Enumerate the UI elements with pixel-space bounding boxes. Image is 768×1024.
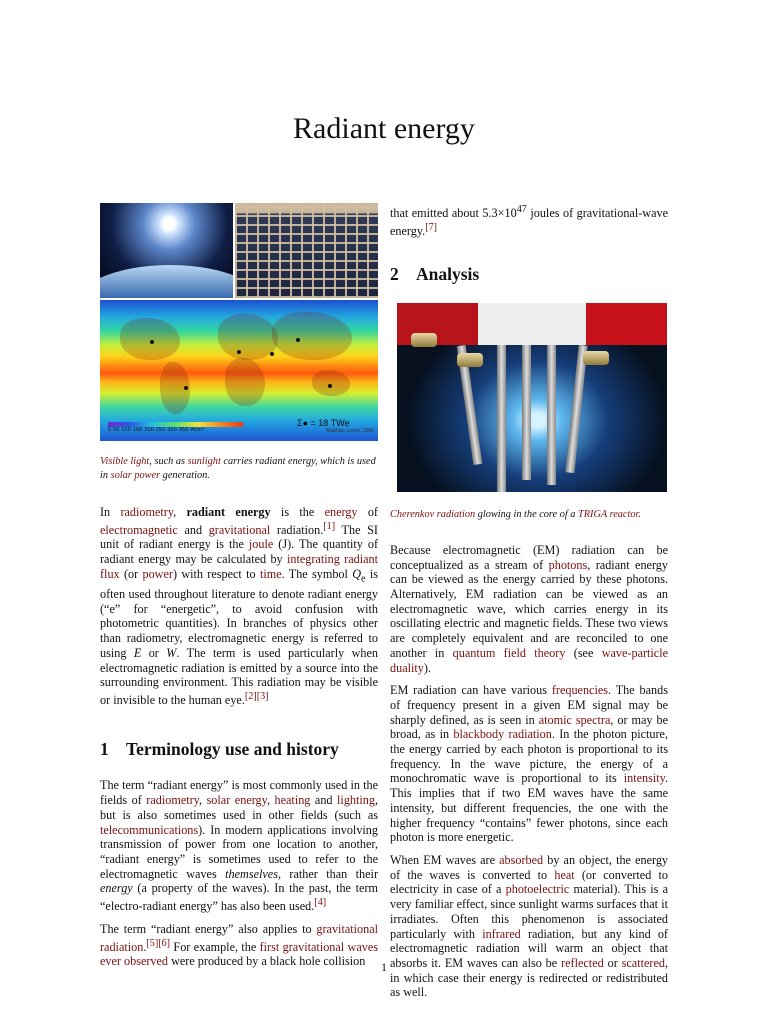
citation-5-6[interactable]: [5][6] <box>146 937 171 949</box>
terminology-paragraph-2-continued: that emitted about $5.3\times 10^{47}$ joules of gravitational-wave energy.[7] <box>390 204 668 238</box>
link-electromagnetic[interactable]: electromagnetic <box>100 522 178 537</box>
link-cherenkov-radiation[interactable]: Cherenkov radiation <box>390 509 476 521</box>
link-gravitational[interactable]: gravitational <box>208 522 271 537</box>
link-telecommunications[interactable]: telecommunications <box>100 822 199 837</box>
total-power-label: Σ● = 18 TWe <box>297 418 350 429</box>
terminology-paragraph-2: The term “radiant energy” also applies to gravitational radiation.[5][6] For example, the first gravitational waves ever observed were produced by a black hole collision <box>100 921 378 969</box>
citation-4[interactable]: [4] <box>314 897 327 909</box>
link-absorbed[interactable]: absorbed <box>499 853 544 867</box>
link-triga-reactor[interactable]: TRIGA reactor <box>578 509 639 521</box>
link-scattered[interactable]: scattered <box>621 955 665 970</box>
link-joule[interactable]: joule <box>248 537 274 552</box>
link-solar-energy[interactable]: solar energy <box>206 793 267 808</box>
cherenkov-reactor-image <box>397 303 667 492</box>
analysis-paragraph-1: Because electromagnetic (EM) radiation can be conceptualized as a stream of photons, radiant energy can be viewed as the energy carried by these photons. Alternatively, EM radiation can be viewed as an electromagnetic wave, which carries energy in its oscillating electric and magnetic fields. These two views are completely equivalent and are reconciled to one another in quantum field theory (see wave-particle duality). <box>390 542 669 675</box>
map-credit: Matthias Loster, 2006 <box>326 428 374 435</box>
solar-panels-image <box>235 203 378 298</box>
page-number: 1 <box>381 960 387 974</box>
link-heat[interactable]: heat <box>554 867 575 882</box>
analysis-paragraph-3: When EM waves are absorbed by an object, the energy of the waves is converted to heat (or converted to electricity in case of a photoelectric material). This is a very familiar effect, since sunlight warms surfaces that it irradiates. Often this phenomenon is associated particularly with infrared radiation, but any kind of electromagnetic radiation will warm an object that absorbs it. EM waves can also be reflected or scattered, in which case their energy is redirected or redistributed as well. <box>390 853 669 1000</box>
solar-figure-caption: Visible light, such as sunlight carries radiant energy, which is used in solar power generation. <box>100 456 376 481</box>
link-solar-power[interactable]: solar power <box>110 470 161 481</box>
link-gravitational-radiation[interactable]: gravitational radiation <box>100 921 378 954</box>
section-heading-terminology: 1 Terminology use and history <box>100 738 339 759</box>
citation-7[interactable]: [7] <box>425 221 438 233</box>
link-sunlight[interactable]: sunlight <box>187 456 221 467</box>
intro-paragraph: In radiometry, radiant energy is the energy of electromagnetic and gravitational radiation.[1] The SI unit of radiant energy is the joule (J). The quantity of radiant energy may be calculated by integrating radiant flux (or power) with respect to time. The symbol $Q_e$ is often used throughout literature to denote radiant energy (“e” for “energetic”, to avoid confusion with photometric quantities). In branches of physics other than radiometry, electromagnetic energy is referred to using E or W. The term is used particularly when electromagnetic radiation is emitted by a source into the surrounding environment. This radiation may be visible or invisible to the human eye.[2][3] <box>100 505 379 707</box>
link-photoelectric[interactable]: photoelectric <box>505 882 570 897</box>
link-radiant-flux[interactable]: radiant flux <box>100 552 378 581</box>
link-blackbody-radiation[interactable]: blackbody radiation <box>453 727 552 742</box>
link-heating[interactable]: heating <box>274 793 311 808</box>
link-energy[interactable]: energy <box>324 505 358 519</box>
right-column <box>390 203 668 1008</box>
left-column <box>100 203 378 977</box>
link-atomic-spectra[interactable]: atomic spectra <box>538 712 611 727</box>
link-radiometry[interactable]: radiometry <box>120 505 174 519</box>
link-integrating[interactable]: integrating <box>287 552 340 567</box>
terminology-paragraph-1: The term “radiant energy” is most commonly used in the fields of radiometry, solar energy, heating and lighting, but is also sometimes used in other fields (such as telecommunications). In modern applications involving transmission of power from one location to another, “radiant energy” is sometimes used to refer to the electromagnetic waves themselves, rather than their energy (a property of the waves). In the past, the term “electro-radiant energy” has also been used.[4] <box>100 778 379 914</box>
link-frequencies[interactable]: frequencies <box>551 683 608 698</box>
section-heading-analysis: 2 Analysis <box>390 263 480 284</box>
analysis-paragraph-2: EM radiation can have various frequencies. The bands of frequency present in a given EM signal may be sharply defined, as is seen in atomic spectra, or may be broad, as in blackbody radiation. In the photon picture, the energy carried by each photon is proportional to its frequency. In the wave picture, the energy of a monochromatic wave is proportional to its intensity. This implies that if two EM waves have the same intensity, but different frequencies, the one with the higher frequency “contains” fewer photons, since each photon is more energetic. <box>390 683 668 845</box>
link-infrared[interactable]: infrared <box>482 926 521 941</box>
link-time[interactable]: time <box>259 566 282 581</box>
sun-over-earth-image <box>100 203 233 298</box>
link-reflected[interactable]: reflected <box>561 955 604 970</box>
link-intensity[interactable]: intensity <box>623 771 665 786</box>
link-power[interactable]: power <box>142 566 173 581</box>
page-title: Radiant energy <box>293 112 475 145</box>
solar-figure <box>100 203 378 441</box>
link-lighting[interactable]: lighting <box>337 793 375 808</box>
link-first-gravitational-waves[interactable]: first gravitational waves ever observed <box>100 939 378 969</box>
link-wave-particle-duality[interactable]: wave-particle duality <box>390 645 669 675</box>
link-visible-light[interactable]: Visible light <box>100 456 150 467</box>
citation-2-3[interactable]: [2][3] <box>244 690 269 702</box>
irradiance-scale-ticks: 0 50 100 150 200 250 300 350 W/m² <box>108 427 205 434</box>
citation-1[interactable]: [1] <box>323 520 336 532</box>
solar-irradiance-map <box>100 300 378 441</box>
link-radiometry-2[interactable]: radiometry <box>146 793 199 808</box>
cherenkov-figure-caption: Cherenkov radiation glowing in the core of a TRIGA reactor. <box>390 509 641 521</box>
link-quantum-field-theory[interactable]: quantum field theory <box>452 645 566 660</box>
link-photons[interactable]: photons <box>548 557 588 572</box>
